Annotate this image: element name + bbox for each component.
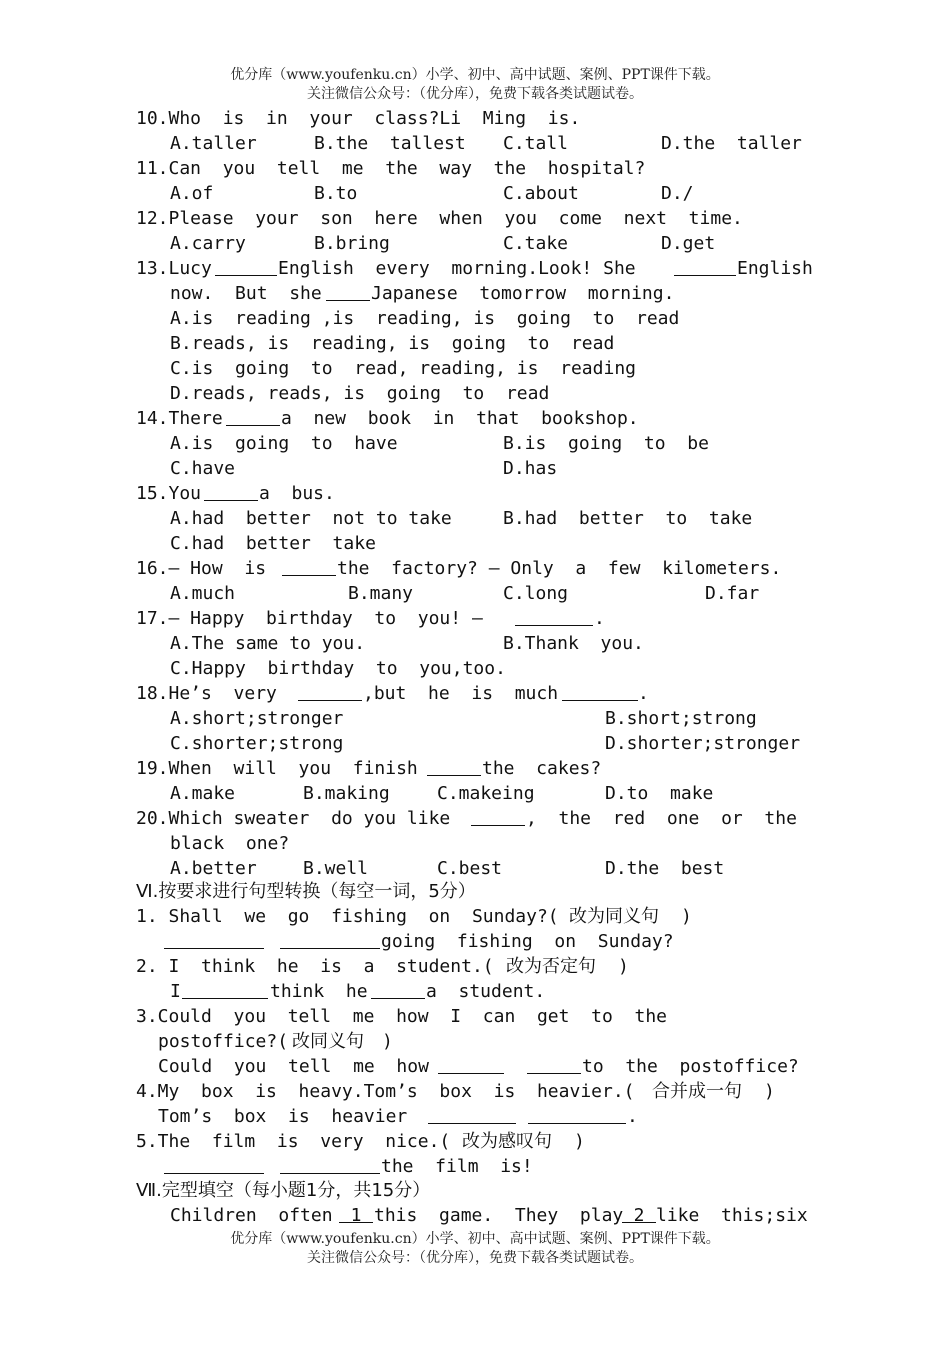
rewrite-5-answer: the film is!	[0, 1154, 22, 1179]
question-11-options	[0, 181, 694, 206]
rewrite-1-prompt: 1. Shall we go fishing on Sunday?( 改为同义句 )	[136, 906, 692, 927]
page-footer-line2: 关注微信公众号：（优分库），免费下载各类试题试卷。	[307, 1250, 643, 1266]
answer-blank	[528, 1104, 626, 1124]
answer-blank	[182, 979, 268, 999]
cloze-blank-2: 2	[622, 1203, 656, 1223]
answer-blank	[674, 256, 736, 276]
answer-blank	[438, 1054, 504, 1074]
question-13-stem-cont: now. But she Japanese tomorrow morning.	[170, 283, 675, 304]
option-c: C.long	[503, 583, 569, 604]
answer-blank	[527, 1054, 581, 1074]
question-16-stem: 16.— How is the factory? — Only a few kilometers.	[136, 558, 782, 579]
answer-blank	[204, 481, 258, 501]
option-c: C.shorter;strong	[170, 733, 344, 754]
rewrite-4-prompt: 4.My box is heavy.Tom’s box is heavier.( 合并成一句 )	[136, 1081, 775, 1102]
option-d: D.shorter;stronger	[605, 733, 801, 754]
option-c: C.best	[437, 858, 503, 879]
rewrite-5-prompt: 5.The film is very nice.( 改为感叹句 )	[136, 1131, 585, 1152]
answer-blank	[280, 1154, 380, 1174]
option-a: A.The same to you.	[170, 633, 366, 654]
option-a: A.carry	[170, 233, 246, 254]
question-19-stem: 19.When will you finish the cakes?	[136, 758, 602, 779]
option-c: C.take	[503, 233, 569, 254]
option-b: B.the tallest	[314, 133, 466, 154]
question-10-options	[0, 131, 802, 156]
question-13-stem: 13.Lucy English every morning.Look! She English	[136, 258, 813, 279]
option-c: C.have	[170, 458, 236, 479]
question-12-options	[0, 231, 716, 256]
question-19-options	[0, 781, 714, 806]
answer-blank	[298, 681, 362, 701]
question-17-options-ab	[0, 631, 644, 656]
option-b: B.short;strong	[605, 708, 757, 729]
option-b: B.well	[303, 858, 369, 879]
rewrite-3-prompt-cont: postoffice?( 改同义句 )	[158, 1031, 393, 1052]
question-20-options	[0, 856, 725, 881]
option-a: A.make	[170, 783, 236, 804]
rewrite-4-answer: Tom’s box is heavier .	[158, 1106, 638, 1127]
option-a: A.taller	[170, 133, 257, 154]
option-c: C.tall	[503, 133, 569, 154]
option-a: A.is going to have	[170, 433, 398, 454]
option-c: C.about	[503, 183, 579, 204]
answer-blank	[471, 806, 525, 826]
question-20-stem: 20.Which sweater do you like , the red one or the	[136, 808, 797, 829]
option-d: D.the best	[605, 858, 725, 879]
option-d: D./	[661, 183, 694, 204]
answer-blank	[164, 929, 264, 949]
option-b: B.many	[348, 583, 414, 604]
page-footer-line1: 优分库（www.youfenku.cn）小学、初中、高中试题、案例、PPT课件下载。	[230, 1231, 720, 1247]
question-17-option-c	[0, 656, 506, 681]
question-18-stem: 18.He’s very ,but he is much .	[136, 683, 649, 704]
rewrite-2-prompt: 2. I think he is a student.( 改为否定句 )	[136, 956, 629, 977]
page-header-line2: 关注微信公众号：（优分库），免费下载各类试题试卷。	[307, 86, 643, 102]
option-a: A.short;stronger	[170, 708, 344, 729]
rewrite-1-answer: going fishing on Sunday?	[0, 929, 22, 954]
option-d: D.to make	[605, 783, 714, 804]
option-b: B.bring	[314, 233, 390, 254]
page-header-line1: 优分库（www.youfenku.cn）小学、初中、高中试题、案例、PPT课件下载。	[230, 67, 720, 83]
cloze-blank-1: 1	[339, 1203, 373, 1223]
question-15-stem: 15.You a bus.	[136, 483, 335, 504]
rewrite-2-answer: I think he a student.	[170, 981, 546, 1002]
option-c: C.had better take	[170, 533, 376, 554]
answer-blank	[164, 1154, 264, 1174]
option-a: A.of	[170, 183, 214, 204]
question-15-options-ab	[0, 506, 753, 531]
option-b: B.is going to be	[503, 433, 709, 454]
answer-blank	[371, 979, 425, 999]
answer-blank	[226, 406, 280, 426]
answer-blank	[326, 281, 370, 301]
option-b: B.Thank you.	[503, 633, 644, 654]
option-c: C.Happy birthday to you,too.	[170, 658, 506, 679]
question-14-options-ab	[0, 431, 709, 456]
answer-blank	[282, 556, 336, 576]
option-b: B.to	[314, 183, 358, 204]
answer-blank	[215, 256, 277, 276]
option-b: B.making	[303, 783, 390, 804]
answer-blank	[562, 681, 638, 701]
option-d: D.has	[503, 458, 558, 479]
question-18-options-cd	[0, 731, 801, 756]
cloze-passage-line-1: Children often 1 this game. They play 2 like this;six	[170, 1205, 808, 1226]
option-c: C.makeing	[437, 783, 535, 804]
option-d: D.the taller	[661, 133, 802, 154]
question-14-options-cd	[0, 456, 558, 481]
option-b: B.had better to take	[503, 508, 753, 529]
option-d: D.far	[705, 583, 760, 604]
question-16-options	[0, 581, 760, 606]
question-14-stem: 14.There a new book in that bookshop.	[136, 408, 639, 429]
option-a: A.had better not to take	[170, 508, 452, 529]
question-15-option-c	[0, 531, 376, 556]
question-17-stem: 17.— Happy birthday to you! — .	[136, 608, 605, 629]
answer-blank	[280, 929, 380, 949]
question-18-options-ab	[0, 706, 757, 731]
answer-blank	[515, 606, 593, 626]
option-a: A.better	[170, 858, 257, 879]
rewrite-3-answer: Could you tell me how to the postoffice?	[158, 1056, 799, 1077]
option-a: A.much	[170, 583, 236, 604]
answer-blank	[428, 1104, 516, 1124]
option-d: D.get	[661, 233, 716, 254]
answer-blank	[427, 756, 481, 776]
